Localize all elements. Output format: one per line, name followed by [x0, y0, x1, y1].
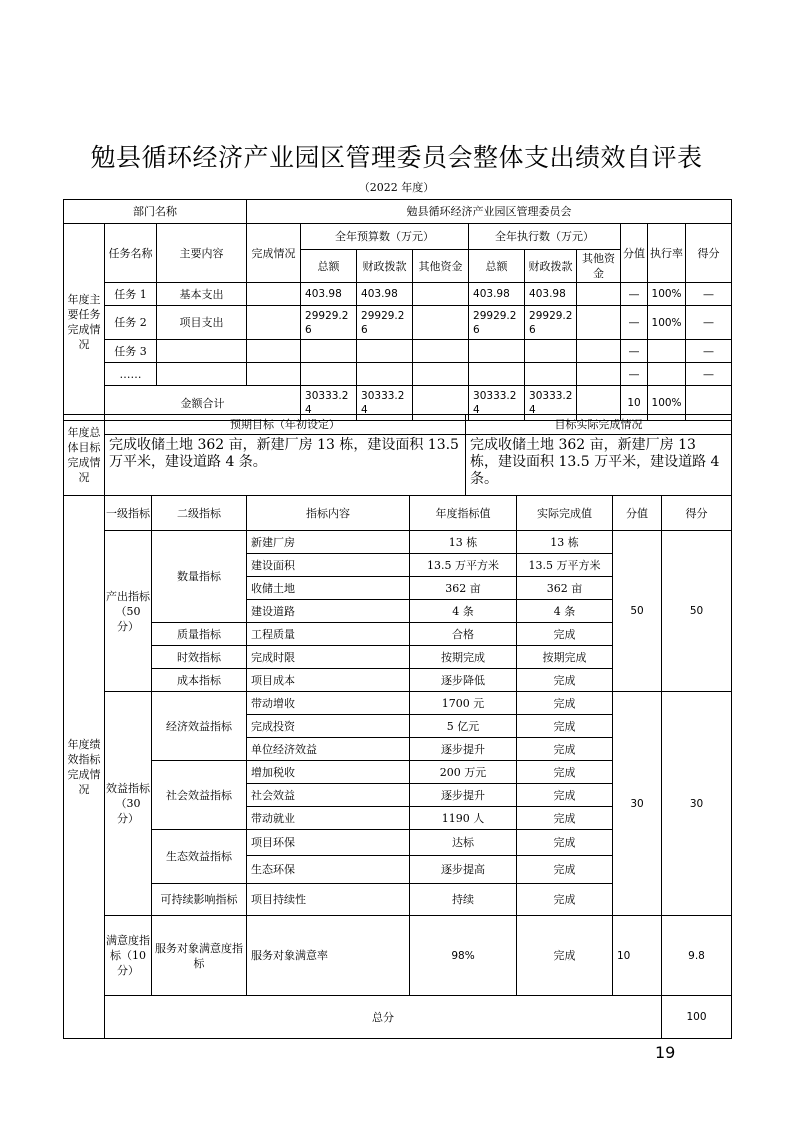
task-content: 基本支出 — [157, 283, 247, 306]
indicator-content: 完成时限 — [247, 646, 410, 669]
task-table — [63, 199, 732, 421]
indicator-target: 逐步提升 — [410, 784, 517, 807]
header-score: 得分 — [662, 496, 732, 531]
total-budget-fiscal: 30333.24 — [357, 386, 413, 421]
header-actual-value: 实际完成值 — [517, 496, 613, 531]
task-name: 任务 1 — [105, 283, 157, 306]
actual-goal-header: 目标实际完成情况 — [466, 415, 732, 435]
indicator-target: 逐步提升 — [410, 738, 517, 761]
dept-label: 部门名称 — [64, 200, 247, 224]
indicator-content: 新建厂房 — [247, 531, 410, 554]
grand-total-label: 总分 — [105, 996, 662, 1039]
exec-total — [469, 363, 525, 386]
task-value: — — [621, 340, 648, 363]
expected-goal-header: 预期目标（年初设定） — [105, 415, 466, 435]
indicator-target: 1700 元 — [410, 692, 517, 715]
header-budget-total: 总额 — [301, 250, 357, 283]
task-row — [64, 306, 732, 340]
exec-total: 403.98 — [469, 283, 525, 306]
total-label: 金额合计 — [105, 386, 301, 421]
indicator-target: 合格 — [410, 623, 517, 646]
budget-total: 29929.26 — [301, 306, 357, 340]
task-row — [64, 340, 732, 363]
header-score-value: 分值 — [621, 224, 648, 283]
budget-fiscal — [357, 340, 413, 363]
indicator-content: 完成投资 — [247, 715, 410, 738]
indicator-target: 4 条 — [410, 600, 517, 623]
task-row — [64, 363, 732, 386]
indicator-actual: 完成 — [517, 692, 613, 715]
budget-other — [413, 363, 469, 386]
indicator-target: 逐步提高 — [410, 856, 517, 884]
level2-label: 社会效益指标 — [152, 761, 247, 830]
grand-total-row — [64, 996, 732, 1039]
indicator-content: 服务对象满意率 — [247, 916, 410, 996]
task-content — [157, 340, 247, 363]
indicator-actual: 完成 — [517, 761, 613, 784]
performance-table — [63, 495, 732, 1039]
task-completion — [247, 363, 301, 386]
exec-other — [577, 340, 621, 363]
header-level1: 一级指标 — [105, 496, 152, 531]
header-task-name: 任务名称 — [105, 224, 157, 283]
header-indicator-content: 指标内容 — [247, 496, 410, 531]
page-number: 19 — [655, 1043, 676, 1062]
indicator-actual: 完成 — [517, 715, 613, 738]
budget-other — [413, 306, 469, 340]
budget-total — [301, 363, 357, 386]
dept-value: 勉县循环经济产业园区管理委员会 — [247, 200, 732, 224]
page-title: 勉县循环经济产业园区管理委员会整体支出绩效自评表 — [90, 143, 703, 172]
header-exec-fiscal: 财政拨款 — [525, 250, 577, 283]
exec-other — [577, 283, 621, 306]
table-row — [64, 916, 732, 996]
task-value: — — [621, 306, 648, 340]
indicator-content: 增加税收 — [247, 761, 410, 784]
level2-label: 质量指标 — [152, 623, 247, 646]
goal-section-label: 年度总体目标完成情况 — [64, 415, 105, 496]
perf-section-label: 年度绩效指标完成情况 — [64, 496, 105, 1039]
task-rate — [648, 340, 686, 363]
header-score: 得分 — [686, 224, 732, 283]
level2-label: 成本指标 — [152, 669, 247, 692]
indicator-actual: 13.5 万平方米 — [517, 554, 613, 577]
benefit-score: 30 — [662, 692, 732, 916]
total-exec-fiscal: 30333.24 — [525, 386, 577, 421]
indicator-content: 建设道路 — [247, 600, 410, 623]
task-rate: 100% — [648, 306, 686, 340]
task-completion — [247, 283, 301, 306]
indicator-target: 逐步降低 — [410, 669, 517, 692]
indicator-actual: 4 条 — [517, 600, 613, 623]
level2-label: 数量指标 — [152, 531, 247, 623]
budget-fiscal — [357, 363, 413, 386]
total-exec-total: 30333.24 — [469, 386, 525, 421]
output-indicator-label: 产出指标（50 分） — [105, 531, 152, 692]
indicator-target: 13 栋 — [410, 531, 517, 554]
budget-total: 403.98 — [301, 283, 357, 306]
task-score: — — [686, 283, 732, 306]
satisfaction-score: 9.8 — [662, 916, 732, 996]
table-row — [64, 531, 732, 554]
budget-fiscal: 403.98 — [357, 283, 413, 306]
indicator-target: 5 亿元 — [410, 715, 517, 738]
header-level2: 二级指标 — [152, 496, 247, 531]
indicator-actual: 完成 — [517, 784, 613, 807]
benefit-indicator-label: 效益指标（30 分） — [105, 692, 152, 916]
header-exec-group: 全年执行数（万元） — [469, 224, 621, 250]
task-content: 项目支出 — [157, 306, 247, 340]
indicator-actual: 完成 — [517, 916, 613, 996]
header-completion: 完成情况 — [247, 224, 301, 283]
indicator-target: 1190 人 — [410, 807, 517, 830]
task-score: — — [686, 340, 732, 363]
exec-other — [577, 306, 621, 340]
exec-fiscal: 29929.26 — [525, 306, 577, 340]
indicator-content: 生态环保 — [247, 856, 410, 884]
task-rate: 100% — [648, 283, 686, 306]
exec-other — [577, 363, 621, 386]
exec-total — [469, 340, 525, 363]
header-exec-rate: 执行率 — [648, 224, 686, 283]
indicator-content: 收储土地 — [247, 577, 410, 600]
task-value: — — [621, 283, 648, 306]
indicator-content: 工程质量 — [247, 623, 410, 646]
indicator-actual: 按期完成 — [517, 646, 613, 669]
task-row — [64, 283, 732, 306]
level2-label: 经济效益指标 — [152, 692, 247, 761]
header-score-value: 分值 — [613, 496, 662, 531]
header-target-value: 年度指标值 — [410, 496, 517, 531]
indicator-actual: 362 亩 — [517, 577, 613, 600]
indicator-content: 社会效益 — [247, 784, 410, 807]
indicator-actual: 完成 — [517, 623, 613, 646]
task-name: …… — [105, 363, 157, 386]
goal-table — [63, 414, 732, 496]
level2-label: 生态效益指标 — [152, 830, 247, 884]
indicator-content: 项目持续性 — [247, 884, 410, 916]
task-content — [157, 363, 247, 386]
budget-fiscal: 29929.26 — [357, 306, 413, 340]
page-subtitle: （2022 年度） — [358, 181, 435, 194]
header-exec-other: 其他资金 — [577, 250, 621, 283]
budget-other — [413, 340, 469, 363]
expected-goal-text: 完成收储土地 362 亩，新建厂房 13 栋，建设面积 13.5 万平米，建设道路 4 条。 — [105, 435, 466, 496]
indicator-target: 98% — [410, 916, 517, 996]
indicator-content: 带动增收 — [247, 692, 410, 715]
total-budget-total: 30333.24 — [301, 386, 357, 421]
indicator-actual: 完成 — [517, 830, 613, 856]
satisfaction-value: 10 — [613, 916, 662, 996]
level2-label: 服务对象满意度指标 — [152, 916, 247, 996]
indicator-target: 200 万元 — [410, 761, 517, 784]
indicator-actual: 完成 — [517, 738, 613, 761]
header-budget-fiscal: 财政拨款 — [357, 250, 413, 283]
indicator-content: 建设面积 — [247, 554, 410, 577]
total-rate: 100% — [648, 386, 686, 421]
task-section-label: 年度主要任务完成情况 — [64, 224, 105, 421]
grand-total-value: 100 — [662, 996, 732, 1039]
benefit-value: 30 — [613, 692, 662, 916]
exec-total: 29929.26 — [469, 306, 525, 340]
indicator-actual: 完成 — [517, 884, 613, 916]
budget-other — [413, 283, 469, 306]
exec-fiscal — [525, 340, 577, 363]
total-value: 10 — [621, 386, 648, 421]
indicator-content: 单位经济效益 — [247, 738, 410, 761]
header-budget-other: 其他资金 — [413, 250, 469, 283]
indicator-actual: 完成 — [517, 807, 613, 830]
indicator-target: 持续 — [410, 884, 517, 916]
task-name: 任务 2 — [105, 306, 157, 340]
exec-fiscal: 403.98 — [525, 283, 577, 306]
indicator-content: 项目成本 — [247, 669, 410, 692]
level2-label: 时效指标 — [152, 646, 247, 669]
indicator-target: 13.5 万平方米 — [410, 554, 517, 577]
task-value: — — [621, 363, 648, 386]
indicator-actual: 完成 — [517, 669, 613, 692]
actual-goal-text: 完成收储土地 362 亩，新建厂房 13 栋，建设面积 13.5 万平米，建设道路 4 条。 — [466, 435, 732, 496]
task-score: — — [686, 363, 732, 386]
output-score: 50 — [662, 531, 732, 692]
exec-fiscal — [525, 363, 577, 386]
indicator-actual: 13 栋 — [517, 531, 613, 554]
indicator-content: 项目环保 — [247, 830, 410, 856]
budget-total — [301, 340, 357, 363]
indicator-actual: 完成 — [517, 856, 613, 884]
table-row — [64, 692, 732, 715]
header-exec-total: 总额 — [469, 250, 525, 283]
indicator-target: 按期完成 — [410, 646, 517, 669]
task-name: 任务 3 — [105, 340, 157, 363]
level2-label: 可持续影响指标 — [152, 884, 247, 916]
task-rate — [648, 363, 686, 386]
task-score: — — [686, 306, 732, 340]
task-completion — [247, 306, 301, 340]
indicator-target: 362 亩 — [410, 577, 517, 600]
output-value: 50 — [613, 531, 662, 692]
header-budget-group: 全年预算数（万元） — [301, 224, 469, 250]
task-completion — [247, 340, 301, 363]
indicator-target: 达标 — [410, 830, 517, 856]
indicator-content: 带动就业 — [247, 807, 410, 830]
header-main-content: 主要内容 — [157, 224, 247, 283]
satisfaction-indicator-label: 满意度指标（10 分） — [105, 916, 152, 996]
